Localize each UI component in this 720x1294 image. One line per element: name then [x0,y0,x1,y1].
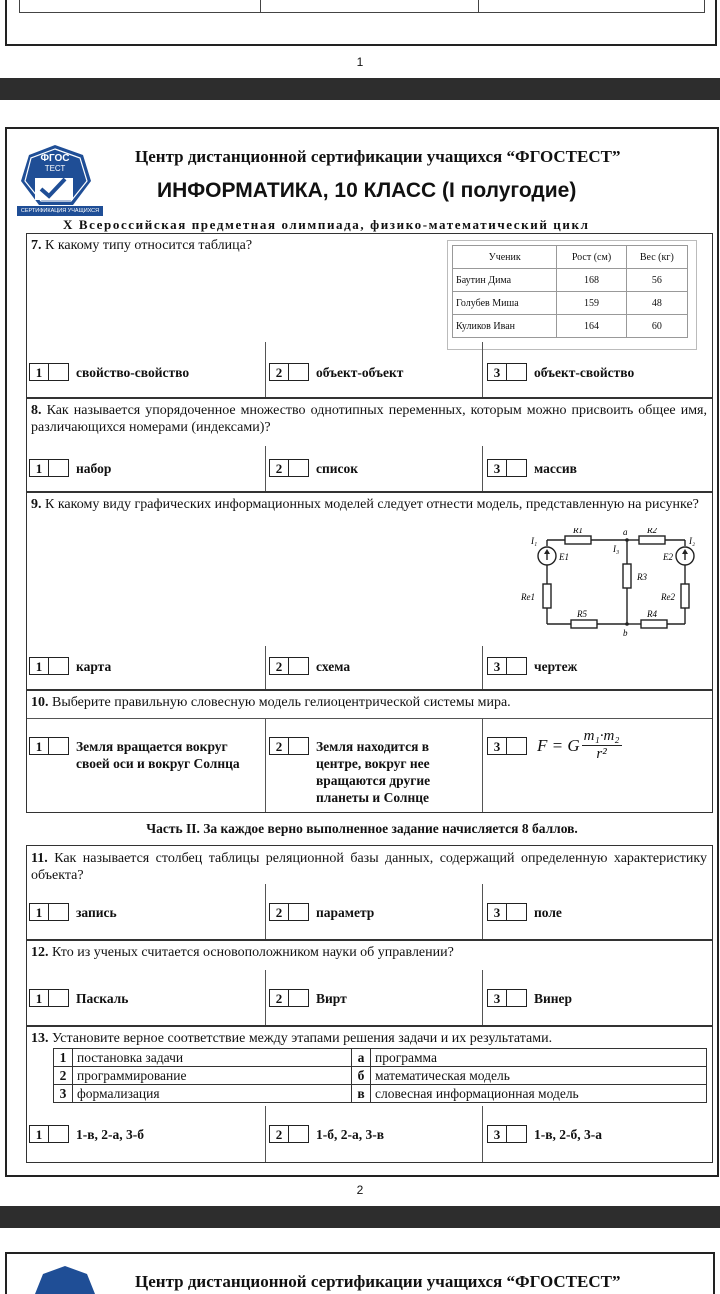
answer-option-1[interactable]: 1 Паскаль [29,989,128,1007]
answer-checkbox[interactable] [289,657,309,675]
table-cell: программирование [73,1067,352,1085]
question-8 [26,397,713,493]
part-two-heading: Часть II. За каждое верно выполненное задание начисляется 8 баллов. [146,821,578,836]
answer-checkbox[interactable] [49,459,69,477]
logo-text-top: ФГОС [40,153,70,164]
answer-checkbox[interactable] [507,1125,527,1143]
table-header: Ученик [453,246,557,269]
answer-option-1[interactable]: 1 карта [29,657,111,675]
answer-option-1[interactable]: 1 Земля вращается вокруг своей оси и вокруг Солнца [29,737,261,772]
answer-option-3[interactable]: 3 [487,737,534,755]
answer-checkbox[interactable] [289,1125,309,1143]
question-number: 8. [31,403,42,418]
answer-option-2[interactable]: 2 Земля находится в центре, вокруг нее вращаются другие планеты и Солнце [269,737,479,806]
option-divider [482,1106,483,1162]
answer-checkbox[interactable] [507,989,527,1007]
student-table [452,245,688,338]
table-cell: формализация [73,1085,352,1103]
circuit-label: E1 [559,552,569,562]
option-divider [265,718,266,812]
answer-checkbox[interactable] [507,903,527,921]
circuit-label: I₁ [531,536,538,546]
circuit-label: I₂ [689,536,696,546]
question-text: К какому типу относится таблица? [45,238,253,253]
table-cell: 2 [54,1067,73,1085]
option-divider [265,646,266,690]
fgos-logo [17,143,103,217]
answer-checkbox[interactable] [49,903,69,921]
answer-checkbox[interactable] [289,459,309,477]
question-number: 7. [31,238,42,253]
table-cell: 164 [557,315,626,338]
matching-table [53,1048,707,1103]
question-text: Установите верное соответствие между этапами решения задачи и их результатами. [52,1031,553,1046]
question-text: Как называется столбец таблицы реляционной базы данных, содержащий определенную характеристику объекта? [31,851,708,883]
table-cell: Баутин Дима [453,269,557,292]
answer-checkbox[interactable] [507,737,527,755]
question-10 [26,689,713,813]
option-divider [265,1106,266,1162]
subject-title: ИНФОРМАТИКА, 10 КЛАСС (I полугодие) [157,179,577,202]
answer-checkbox[interactable] [49,737,69,755]
question-number: 10. [31,695,49,710]
table-cell: постановка задачи [73,1049,352,1067]
question-number: 13. [31,1031,49,1046]
table-cell: 1 [54,1049,73,1067]
question-number: 12. [31,945,49,960]
next-page [5,1252,715,1294]
student-table-frame [447,240,697,350]
answer-option-2[interactable]: 2 параметр [269,903,374,921]
answer-option-2[interactable]: 2 схема [269,657,350,675]
table-cell: математическая модель [371,1067,707,1085]
table-header: Вес (кг) [626,246,687,269]
circuit-label: Re2 [661,592,675,602]
question-13 [26,1025,713,1163]
answer-option-1[interactable]: 1 запись [29,903,117,921]
page-number: 2 [356,1183,364,1197]
answer-checkbox[interactable] [49,989,69,1007]
answer-checkbox[interactable] [507,459,527,477]
option-divider [265,970,266,1026]
table-header: Рост (см) [557,246,626,269]
question-number: 9. [31,497,42,512]
option-divider [482,646,483,690]
option-divider [482,970,483,1026]
table-cell: 159 [557,292,626,315]
answer-checkbox[interactable] [507,363,527,381]
answer-checkbox[interactable] [49,657,69,675]
option-divider [265,446,266,492]
circuit-label: R4 [647,609,657,619]
gravity-formula [537,728,622,763]
answer-option-3[interactable]: 3 массив [487,459,577,477]
page-separator [0,1206,720,1228]
table-cell: 56 [626,269,687,292]
table-cell: в [352,1085,371,1103]
question-text: Кто из ученых считается основоположником науки об управлении? [52,945,454,960]
center-title: Центр дистанционной сертификации учащихся “ФГОСТЕСТ” [135,147,621,166]
table-cell: б [352,1067,371,1085]
table-cell: 3 [54,1085,73,1103]
page-number: 1 [356,55,364,69]
circuit-label: E2 [663,552,673,562]
question-text: Выберите правильную словесную модель гелиоцентрической системы мира. [52,695,511,710]
answer-option-1[interactable]: 1 свойство-свойство [29,363,189,381]
circuit-label: R1 [573,528,583,535]
answer-checkbox[interactable] [507,657,527,675]
formula-denominator: r² [596,746,607,762]
next-page-header: Центр дистанционной сертификации учащихся “ФГОСТЕСТ” [135,1272,621,1291]
circuit-label: a [623,528,628,537]
formula-numerator: m₁·m₂ [583,728,620,744]
option-divider [265,342,266,398]
answer-option-2[interactable]: 2 Вирт [269,989,347,1007]
circuit-label: R5 [577,609,587,619]
question-text: Как называется упорядоченное множество однотипных переменных, которым можно присвоить общее имя, различающихся номерами (индексами)? [31,403,707,435]
table-cell: Куликов Иван [453,315,557,338]
logo-text-mid: ТЕСТ [44,164,66,173]
answer-option-3[interactable]: 3 объект-свойство [487,363,634,381]
exam-page [5,127,719,1177]
option-divider [482,884,483,940]
answer-checkbox[interactable] [289,903,309,921]
answer-checkbox[interactable] [289,989,309,1007]
divider [27,718,712,719]
option-divider [482,718,483,812]
olympiad-title: X Всероссийская предметная олимпиада, физико-математический цикл [63,217,590,232]
answer-option-1[interactable]: 1 1-в, 2-а, 3-б [29,1125,144,1143]
circuit-label: I₃ [613,544,620,554]
fgos-logo-partial [33,1264,97,1294]
formula-lhs: F = G [537,735,580,755]
answer-checkbox[interactable] [289,737,309,755]
previous-table-fragment [19,0,705,13]
answer-option-2[interactable]: 2 1-б, 2-а, 3-в [269,1125,384,1143]
option-divider [265,884,266,940]
table-cell: 48 [626,292,687,315]
question-7 [26,233,713,399]
answer-checkbox[interactable] [49,1125,69,1143]
table-cell: словесная информационная модель [371,1085,707,1103]
circuit-label: R2 [647,528,657,535]
circuit-label: b [623,628,628,638]
circuit-label: Re1 [521,592,535,602]
answer-option-3[interactable]: 3 Винер [487,989,572,1007]
table-cell: а [352,1049,371,1067]
table-cell: 60 [626,315,687,338]
answer-option-3[interactable]: 3 1-в, 2-б, 3-а [487,1125,602,1143]
answer-option-3[interactable]: 3 чертеж [487,657,577,675]
answer-checkbox[interactable] [289,363,309,381]
question-text: К какому виду графических информационных моделей следует отнести модель, представленную на рисунке? [45,497,699,512]
question-12 [26,939,713,1027]
circuit-diagram [517,528,697,646]
answer-checkbox[interactable] [49,363,69,381]
page-separator [0,78,720,100]
answer-option-2[interactable]: 2 список [269,459,358,477]
logo-banner: СЕРТИФИКАЦИЯ УЧАЩИХСЯ [20,208,100,214]
table-cell: программа [371,1049,707,1067]
option-divider [482,446,483,492]
answer-option-1[interactable]: 1 набор [29,459,111,477]
answer-option-3[interactable]: 3 поле [487,903,562,921]
question-11 [26,845,713,941]
answer-option-2[interactable]: 2 объект-объект [269,363,403,381]
question-9 [26,491,713,691]
table-cell: Голубев Миша [453,292,557,315]
circuit-label: R3 [637,572,647,582]
table-cell: 168 [557,269,626,292]
question-number: 11. [31,851,48,866]
option-divider [482,342,483,398]
